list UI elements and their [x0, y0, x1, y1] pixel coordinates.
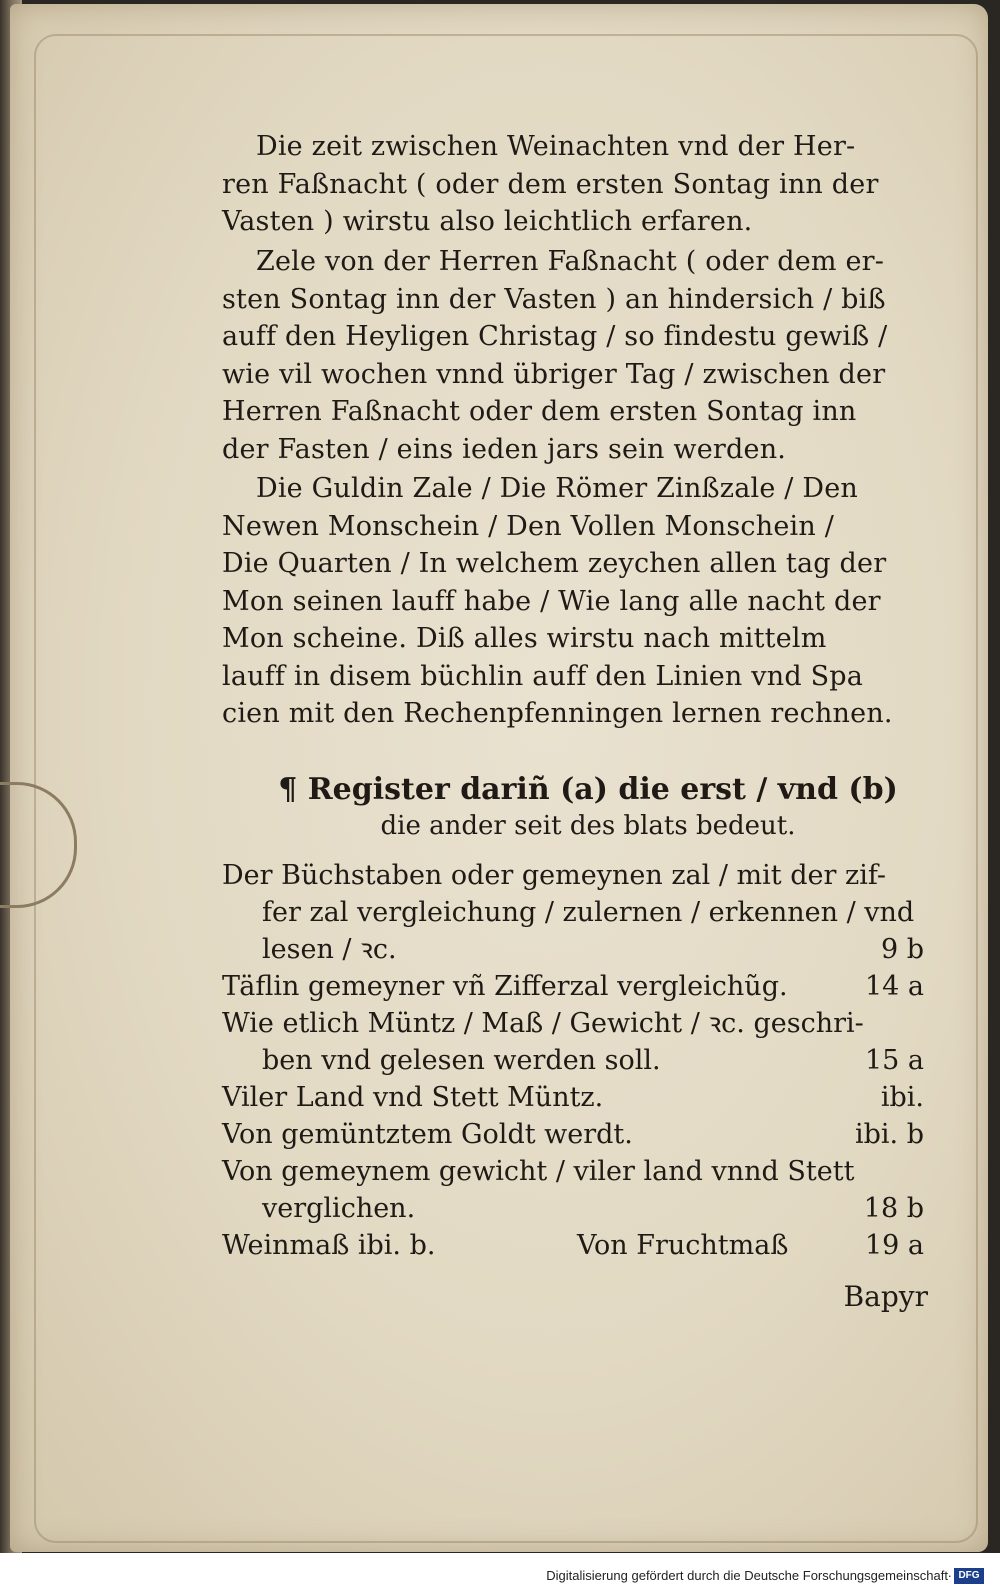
- text-line: wie vil wochen vnnd übriger Tag / zwischen der: [222, 358, 886, 390]
- paragraph-3: [222, 470, 932, 733]
- register-heading: [248, 772, 928, 844]
- register-row: [222, 1154, 932, 1191]
- register-ref: 14 a: [864, 971, 924, 1002]
- register-entry: verglichen.: [262, 1193, 416, 1224]
- register-entry: fer zal vergleichung / zulernen / erkennen / vnd: [262, 897, 915, 928]
- register-row: [222, 1043, 932, 1080]
- register-row-last: [222, 1228, 932, 1265]
- register-row: [222, 932, 932, 969]
- register-entry: Der Büchstaben oder gemeynen zal / mit der zif-: [222, 860, 886, 891]
- text-line: Mon scheine. Diß alles wirstu nach mittelm: [222, 623, 827, 654]
- register-row: [222, 969, 932, 1006]
- text-line: cien mit den Rechenpfenningen lernen rechnen.: [222, 698, 893, 729]
- text-line: Herren Faßnacht oder dem ersten Sontag inn: [222, 396, 857, 427]
- text-line: ren Faßnacht ( oder dem ersten Sontag inn der: [222, 168, 879, 200]
- text-line: Zele von der Herren Faßnacht ( oder dem er-: [256, 246, 885, 277]
- footer-bar: [0, 1553, 1000, 1591]
- paragraph-1: [222, 128, 932, 241]
- register-entry: Von gemüntztem Goldt werdt.: [222, 1119, 633, 1150]
- text-line: Die Guldin Zale / Die Römer Zinßzale / Den: [256, 473, 858, 504]
- register-entry: ben vnd gelesen werden soll.: [262, 1045, 661, 1076]
- text-line: sten Sontag inn der Vasten ) an hindersich / biß: [222, 283, 886, 315]
- text-line: Mon seinen lauff habe / Wie lang alle nacht der: [222, 585, 881, 617]
- register-entry: Von Fruchtmaß: [577, 1230, 789, 1261]
- paragraph-2: [222, 243, 932, 468]
- register-ref: 19 a: [864, 1230, 924, 1261]
- register-list: [222, 858, 932, 1265]
- catchword: Bapyr: [843, 1280, 928, 1313]
- register-entry: Weinmaß ibi. b.: [222, 1230, 436, 1261]
- text-line: der Fasten / eins ieden jars sein werden.: [222, 433, 787, 465]
- text-line: Die zeit zwischen Weinachten vnd der Her-: [256, 131, 856, 162]
- text-line: auff den Heyligen Christag / so findestu gewiß /: [222, 321, 888, 352]
- register-entry: Viler Land vnd Stett Müntz.: [222, 1082, 604, 1113]
- register-entry: Von gemeynem gewicht / viler land vnnd Stett: [222, 1156, 855, 1187]
- register-ref: ibi. b: [854, 1119, 924, 1150]
- text-line: Vasten ) wirstu also leichtlich erfaren.: [222, 206, 753, 237]
- funding-note: Digitalisierung gefördert durch die Deutsche Forschungsgemeinschaft: [546, 1568, 948, 1583]
- register-row: [222, 1006, 932, 1043]
- register-heading-line-2: die ander seit des blats bedeut.: [380, 811, 796, 841]
- register-entry: Täflin gemeyner vñ Zifferzal vergleichũg.: [222, 971, 788, 1002]
- register-ref: ibi.: [880, 1082, 924, 1113]
- footer-separator: ·: [947, 1568, 952, 1583]
- text-line: Newen Monschein / Den Vollen Monschein /: [222, 510, 835, 542]
- text-line: Die Quarten / In welchem zeychen allen tag der: [222, 548, 887, 579]
- register-entry: Wie etlich Müntz / Maß / Gewicht / ꝛc. geschri-: [222, 1008, 864, 1039]
- register-ref: 9 b: [880, 934, 924, 965]
- register-row: [222, 1191, 932, 1228]
- register-row: [222, 895, 932, 932]
- text-line: lauff in disem büchlin auff den Linien vnd Spa: [222, 660, 864, 692]
- register-entry: lesen / ꝛc.: [262, 934, 397, 965]
- dfg-logo: DFG: [954, 1568, 984, 1584]
- register-ref: 15 a: [864, 1045, 924, 1076]
- register-row: [222, 858, 932, 895]
- register-row: [222, 1117, 932, 1154]
- register-heading-line-1: ¶ Register dariñ (a) die erst / vnd (b): [278, 772, 898, 807]
- register-row: [222, 1080, 932, 1117]
- register-ref: 18 b: [863, 1193, 924, 1224]
